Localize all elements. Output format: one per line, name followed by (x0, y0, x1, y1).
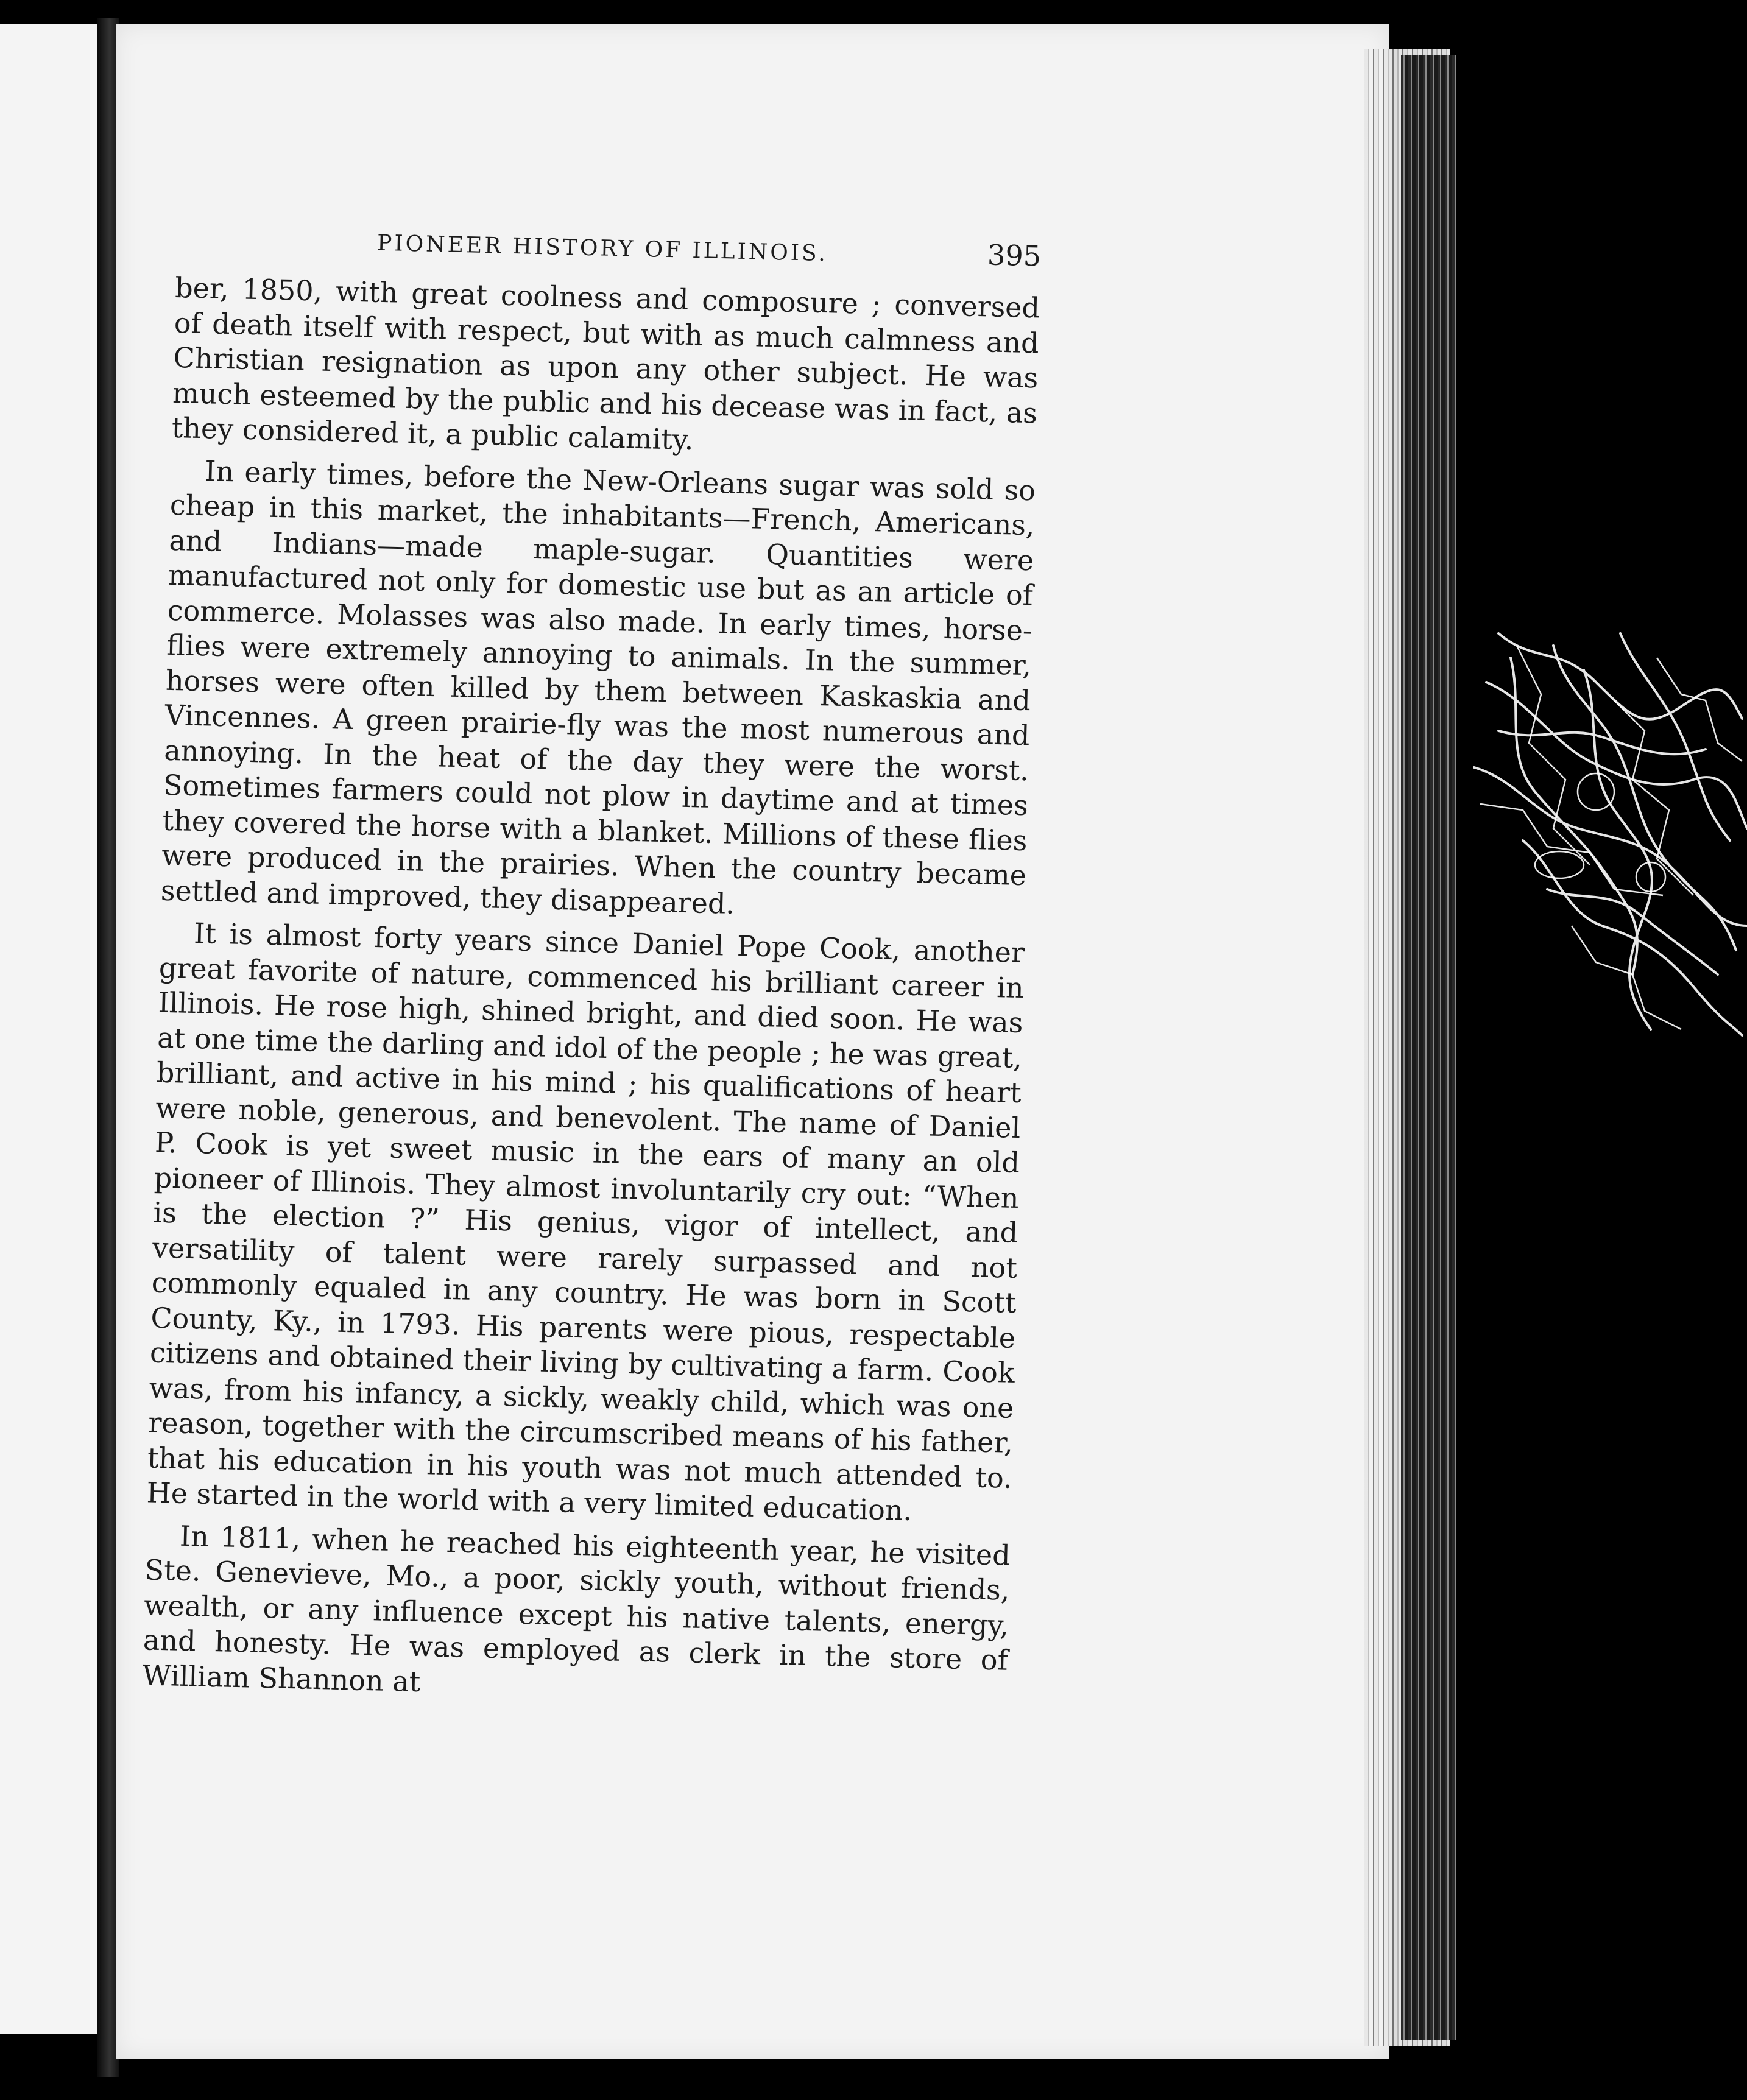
left-page-edge (0, 24, 106, 2034)
paragraph-3: It is almost forty years since Daniel Pope Cook, another great favorite of nature, commenced his brilliant career in Illinois. He rose high, shined bright, and died soon. He was at one time the darling and idol of the people ; he was great, brilliant, and active in his mind ; his qualifications of heart were noble, generous, and benevolent. The name of Daniel P. Cook is yet sweet music in the ears of many an old pioneer of Illinois. They almost involuntarily cry out: “When is the election ?” His genius, vigor of intellect, and versatility of talent were rarely surpassed and not commonly equaled in any country. He was born in Scott County, Ky., in 1793. His parents were pious, respectable citizens and obtained their living by cultivating a farm. Cook was, from his infancy, a sickly, weakly child, which was one reason, together with the circumscribed means of his father, that his education in his youth was not much attended to. He started in the world with a very limited education. (146, 917, 1025, 1527)
paragraph-1: ber, 1850, with great coolness and composure ; conversed of death itself with respect, but with as much calmness and Christian resignation as upon any other subject. He was much esteemed by the public and his decease was in fact, as they considered it, a public calamity. (171, 270, 1040, 457)
page-stack-edge (1401, 55, 1456, 2040)
body-text (142, 270, 1040, 1713)
fiber-debris-image (1462, 609, 1747, 1048)
paragraph-4: In 1811, when he reached his eighteenth year, he visited Ste. Genevieve, Mo., a poor, sickly youth, without friends, wealth, or any influence except his native talents, energy, and honesty. He was employed as clerk in the store of William Shannon at (142, 1519, 1011, 1698)
paragraph-2: In early times, before the New-Orleans sugar was sold so cheap in this market, the inhabitants—French, Americans, and Indians—made maple-sugar. Quantities were manufactured not only for domestic use but as an article of commerce. Molasses was also made. In early times, horse-flies were extremely annoying to animals. In the summer, horses were often killed by them between Kaskaskia and Vincennes. A green prairie-fly was the most numerous and annoying. In the heat of the day they were the worst. Sometimes farmers could not plow in daytime and at times they covered the horse with a blanket. Millions of these flies were produced in the prairies. When the country became settled and improved, they disappeared. (160, 454, 1036, 920)
running-title: PIONEER HISTORY OF ILLINOIS. (376, 230, 828, 267)
page-text-block (142, 219, 1042, 1721)
page-number: 395 (987, 238, 1042, 273)
